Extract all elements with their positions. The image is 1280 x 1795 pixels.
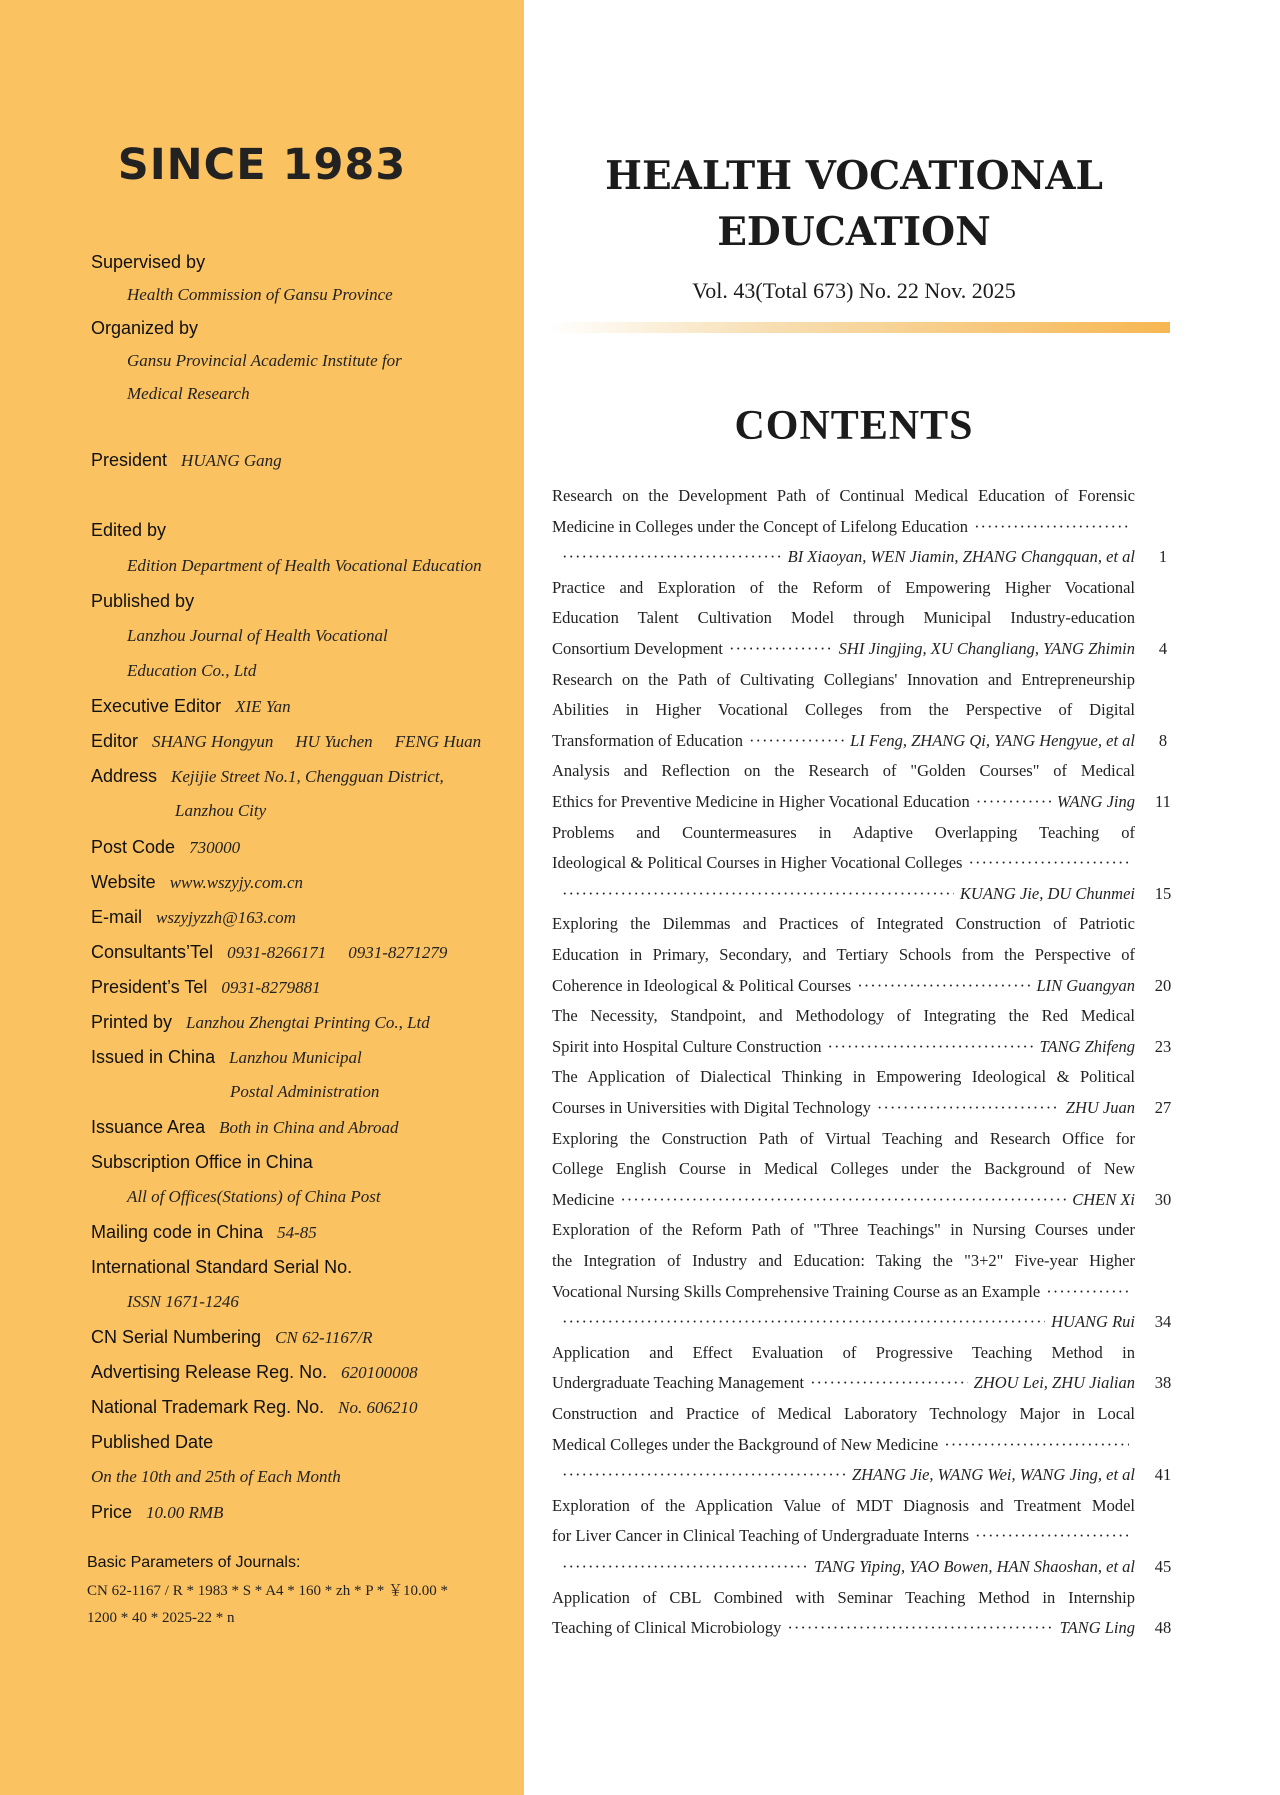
toc-author: TANG Yiping, YAO Bowen, HAN Shaoshan, et al: [814, 1557, 1135, 1576]
toc-leader-dots: [749, 726, 844, 756]
toc-leader-dots: [562, 1307, 1045, 1337]
organized-by-value-1: Gansu Provincial Academic Institute for: [127, 351, 402, 370]
toc-title-text: Courses in Universities with Digital Technology: [552, 1098, 871, 1117]
toc-title-line: Research on the Development Path of Continual Medical Education of Forensic: [552, 486, 1135, 505]
toc-title-text: for Liver Cancer in Clinical Teaching of Undergraduate Interns: [552, 1526, 969, 1546]
issued-in-china-value-row-2: [230, 1078, 379, 1107]
mailing-code-label: Mailing code in China: [91, 1222, 264, 1242]
address-label: Address: [91, 766, 158, 786]
toc-title-line: Education in Primary, Secondary, and Tertiary Schools from the Perspective of: [552, 945, 1135, 964]
edited-by-value: Edition Department of Health Vocational Education: [127, 556, 482, 575]
toc-title-line: [552, 1521, 1135, 1551]
issued-in-china-value-1: Lanzhou Municipal: [229, 1048, 362, 1067]
toc-title-line: Exploring the Dilemmas and Practices of Integrated Construction of Patriotic: [552, 914, 1135, 934]
editor-name: HU Yuchen: [295, 732, 373, 751]
printed-by-value: Lanzhou Zhengtai Printing Co., Ltd: [186, 1013, 430, 1032]
toc-title-line: The Application of Dialectical Thinking in Empowering Ideological & Political: [552, 1067, 1135, 1087]
toc-page-number: 8: [1158, 730, 1168, 750]
editor-name: SHANG Hongyun: [152, 732, 274, 751]
published-date-row: [91, 1428, 213, 1458]
toc-author-line: [552, 1460, 1135, 1490]
toc-leader-dots: [810, 1368, 968, 1398]
toc-title-line: Abilities in Higher Vocational Colleges from the Perspective of Digital: [552, 700, 1135, 720]
toc-title-line: Application and Effect Evaluation of Progressive Teaching Method in: [552, 1342, 1135, 1362]
published-by-label: Published by: [91, 591, 195, 611]
toc-author-line: [552, 542, 1135, 572]
toc-title-line: Exploration of the Reform Path of "Three Teachings" in Nursing Courses under: [552, 1220, 1135, 1240]
consultants-tel-value: 0931-8266171: [227, 943, 327, 962]
journal-title-line-1: HEALTH VOCATIONAL: [605, 153, 1103, 199]
toc-leader-dots: [968, 848, 1129, 878]
published-date-label: Published Date: [91, 1432, 214, 1452]
toc-author: ZHU Juan: [1065, 1098, 1135, 1117]
price-label: Price: [91, 1502, 133, 1522]
toc-title-text: Transformation of Education: [552, 730, 743, 750]
issn-value: ISSN 1671-1246: [127, 1292, 239, 1311]
website-value: www.wszyjy.com.cn: [169, 873, 304, 892]
toc-title-line: [552, 1368, 1135, 1398]
address-value-1: Kejijie Street No.1, Chengguan District,: [171, 767, 444, 786]
editor-label: Editor: [91, 731, 139, 751]
post-code-label: Post Code: [91, 837, 176, 857]
trademark-reg-value: No. 606210: [338, 1398, 418, 1417]
president-value: HUANG Gang: [181, 451, 282, 470]
toc-page-number: 45: [1154, 1557, 1172, 1576]
toc-author: TANG Zhifeng: [1039, 1036, 1135, 1056]
advertising-reg-label: Advertising Release Reg. No.: [91, 1362, 328, 1382]
toc-title-line: Research on the Path of Cultivating Collegians' Innovation and Entrepreneurship: [552, 669, 1135, 689]
organized-by-row: [91, 314, 198, 344]
edited-by-row: [91, 516, 166, 546]
toc-author: HUANG Rui: [1051, 1312, 1135, 1332]
trademark-reg-row: [91, 1393, 417, 1423]
toc-leader-dots: [562, 879, 954, 909]
toc-page-number: 27: [1154, 1098, 1172, 1117]
mailing-code-value: 54-85: [277, 1223, 317, 1242]
basic-parameters-row: [87, 1550, 300, 1576]
post-code-value: 730000: [189, 838, 241, 857]
toc-title-line: Education Talent Cultivation Model through Municipal Industry-education: [552, 608, 1135, 628]
organized-by-value-2: Medical Research: [127, 384, 250, 403]
toc-leader-dots: [974, 512, 1129, 542]
supervised-by-label: Supervised by: [91, 252, 206, 272]
edited-by-label: Edited by: [91, 520, 167, 540]
toc-author: SHI Jingjing, XU Changliang, YANG Zhimin: [838, 639, 1135, 658]
toc-leader-dots: [857, 971, 1030, 1001]
printed-by-row: [91, 1008, 430, 1038]
toc-leader-dots: [975, 1521, 1129, 1551]
toc-title-line: [552, 848, 1135, 878]
toc-author-line: [552, 1552, 1135, 1582]
published-date-value: On the 10th and 25th of Each Month: [91, 1467, 341, 1486]
contents-heading: CONTENTS: [734, 403, 974, 449]
toc-page-number: 23: [1154, 1036, 1172, 1056]
toc-leader-dots: [562, 1460, 846, 1490]
cn-serial-row: [91, 1323, 373, 1353]
toc-title-line: Construction and Practice of Medical Laboratory Technology Major in Local: [552, 1404, 1135, 1423]
toc-author-line: [552, 879, 1135, 909]
issued-in-china-label: Issued in China: [91, 1047, 216, 1067]
toc-leader-dots: [944, 1430, 1129, 1460]
journal-title: [524, 148, 1184, 260]
consultants-tel-value: 0931-8271279: [348, 943, 448, 962]
toc-title-text: Undergraduate Teaching Management: [552, 1373, 805, 1393]
published-by-value-1: Lanzhou Journal of Health Vocational: [127, 626, 388, 645]
toc-title-line: Practice and Exploration of the Reform of Empowering Higher Vocational: [552, 577, 1135, 597]
organized-by-value-row-1: [127, 347, 402, 376]
price-row: [91, 1498, 223, 1528]
toc-leader-dots: [562, 542, 782, 572]
basic-parameters-label: Basic Parameters of Journals:: [87, 1554, 301, 1571]
toc-title-line: [552, 634, 1135, 664]
consultants-tel-row: [91, 938, 447, 968]
toc-leader-dots: [828, 1032, 1034, 1062]
toc-title-line: the Integration of Industry and Education: Taking the "3+2" Five-year Higher: [552, 1251, 1135, 1270]
toc-title-line: [552, 1613, 1135, 1643]
subscription-office-row: [91, 1148, 313, 1178]
basic-parameters-text-2: 1200 * 40 * 2025-22 * n: [87, 1610, 235, 1626]
toc-author: ZHOU Lei, ZHU Jialian: [973, 1373, 1135, 1393]
basic-parameters-row-2: [87, 1605, 235, 1631]
toc-author: CHEN Xi: [1072, 1189, 1135, 1209]
published-by-value-2: Education Co., Ltd: [127, 661, 257, 680]
published-date-value-row: [91, 1463, 341, 1492]
toc-page-number: 1: [1158, 547, 1168, 567]
issuance-area-label: Issuance Area: [91, 1117, 206, 1137]
toc-title-line: Analysis and Reflection on the Research of "Golden Courses" of Medical: [552, 761, 1135, 781]
executive-editor-label: Executive Editor: [91, 696, 222, 716]
cn-serial-value: CN 62-1167/R: [275, 1328, 373, 1347]
toc-title-line: [552, 1093, 1135, 1123]
address-value-row-2: [175, 797, 266, 826]
email-value: wszyjyzzh@163.com: [156, 908, 296, 927]
toc-title-text: Coherence in Ideological & Political Courses: [552, 975, 852, 995]
mailing-code-row: [91, 1218, 317, 1248]
toc-page-number: 34: [1154, 1312, 1172, 1332]
advertising-reg-row: [91, 1358, 418, 1388]
post-code-row: [91, 833, 240, 863]
issuance-area-row: [91, 1113, 399, 1143]
toc-title-line: [552, 512, 1135, 542]
toc-title-text: Medical Colleges under the Background of New Medicine: [552, 1434, 939, 1454]
organized-by-value-row-2: [127, 380, 250, 409]
website-row: [91, 868, 303, 898]
issued-in-china-value-2: Postal Administration: [230, 1082, 380, 1101]
published-by-row: [91, 587, 194, 617]
published-by-value-row-2: [127, 657, 256, 686]
issued-in-china-row: [91, 1043, 362, 1073]
president-tel-value: 0931-8279881: [221, 978, 321, 997]
issn-row: [91, 1253, 352, 1283]
toc-leader-dots: [976, 787, 1051, 817]
toc-leader-dots: [787, 1613, 1053, 1643]
toc-leader-dots: [620, 1185, 1066, 1215]
organized-by-label: Organized by: [91, 318, 199, 338]
toc-page-number: 4: [1158, 639, 1168, 658]
toc-title-line: Exploration of the Application Value of MDT Diagnosis and Treatment Model: [552, 1495, 1135, 1515]
volume-info: Vol. 43(Total 673) No. 22 Nov. 2025: [692, 278, 1016, 303]
toc-title-line: [552, 1032, 1135, 1062]
masthead-sidebar: [0, 0, 524, 1795]
toc-title-line: [552, 726, 1135, 756]
toc-title-line: [552, 1277, 1135, 1307]
printed-by-label: Printed by: [91, 1012, 173, 1032]
supervised-by-value-row: [127, 281, 393, 310]
president-tel-label: President’s Tel: [91, 977, 208, 997]
toc-title-text: Ideological & Political Courses in Higher Vocational Colleges: [552, 853, 963, 873]
president-label: President: [91, 450, 168, 470]
issn-value-row: [127, 1288, 239, 1317]
toc-author: LIN Guangyan: [1036, 975, 1135, 995]
toc-title-line: [552, 971, 1135, 1001]
toc-title-text: Consortium Development: [552, 639, 723, 658]
toc-leader-dots: [877, 1093, 1060, 1123]
toc-title-text: Teaching of Clinical Microbiology: [552, 1618, 782, 1638]
toc-title-text: Medicine: [552, 1189, 615, 1209]
supervised-by-row: [91, 248, 205, 278]
toc-page-number: 20: [1154, 975, 1172, 995]
issuance-area-value: Both in China and Abroad: [219, 1118, 399, 1137]
price-value: 10.00 RMB: [146, 1503, 224, 1522]
basic-parameters-text-1: CN 62-1167 / R * 1983 * S * A4 * 160 * zh * P * ￥10.00 *: [87, 1583, 448, 1599]
trademark-reg-label: National Trademark Reg. No.: [91, 1397, 325, 1417]
toc-page-number: 11: [1155, 792, 1171, 811]
address-value-2: Lanzhou City: [175, 801, 267, 820]
toc-title-line: [552, 787, 1135, 817]
editor-row: [91, 727, 481, 757]
journal-title-line-2: EDUCATION: [717, 209, 991, 255]
toc-leader-dots: [1046, 1277, 1129, 1307]
toc-author-line: [552, 1307, 1135, 1337]
toc-title-line: The Necessity, Standpoint, and Methodology of Integrating the Red Medical: [552, 1006, 1135, 1026]
toc-title-text: Vocational Nursing Skills Comprehensive Training Course as an Example: [552, 1281, 1041, 1301]
toc-title-line: [552, 1185, 1135, 1215]
toc-author: KUANG Jie, DU Chunmei: [959, 883, 1135, 903]
toc-leader-dots: [729, 634, 833, 664]
email-row: [91, 903, 296, 933]
address-row: [91, 762, 444, 792]
subscription-office-value: All of Offices(Stations) of China Post: [127, 1187, 381, 1206]
executive-editor-row: [91, 692, 291, 722]
basic-parameters-row-1: [87, 1578, 448, 1604]
supervised-by-value: Health Commission of Gansu Province: [127, 285, 393, 304]
editor-name: FENG Huan: [394, 732, 482, 751]
email-label: E-mail: [91, 907, 143, 927]
toc-title-line: Application of CBL Combined with Seminar Teaching Method in Internship: [552, 1587, 1135, 1607]
since-heading: SINCE 1983: [117, 140, 407, 190]
president-tel-row: [91, 973, 321, 1003]
published-by-value-row-1: [127, 622, 388, 651]
toc-title-line: Problems and Countermeasures in Adaptive Overlapping Teaching of: [552, 822, 1135, 842]
cn-serial-label: CN Serial Numbering: [91, 1327, 262, 1347]
toc-page-number: 38: [1154, 1373, 1172, 1393]
consultants-tel-label: Consultants’Tel: [91, 942, 214, 962]
toc-title-text: Medicine in Colleges under the Concept of Lifelong Education: [552, 516, 969, 536]
toc-title-text: Ethics for Preventive Medicine in Higher Vocational Education: [552, 792, 970, 811]
website-label: Website: [91, 872, 156, 892]
toc-author: LI Feng, ZHANG Qi, YANG Hengyue, et al: [850, 730, 1135, 750]
toc-page-number: 15: [1154, 883, 1172, 903]
gradient-divider: [548, 322, 1170, 333]
toc-author: TANG Ling: [1059, 1618, 1135, 1638]
toc-page-number: 30: [1154, 1189, 1172, 1209]
issn-label: International Standard Serial No.: [91, 1257, 353, 1277]
toc-title-line: College English Course in Medical Colleges under the Background of New: [552, 1159, 1135, 1179]
subscription-office-value-row: [127, 1183, 381, 1212]
toc-title-line: Exploring the Construction Path of Virtual Teaching and Research Office for: [552, 1128, 1135, 1148]
toc-author: WANG Jing: [1056, 792, 1135, 811]
toc-author: ZHANG Jie, WANG Wei, WANG Jing, et al: [851, 1465, 1135, 1485]
toc-page-number: 48: [1154, 1618, 1172, 1638]
toc-leader-dots: [562, 1552, 808, 1582]
advertising-reg-value: 620100008: [341, 1363, 418, 1382]
executive-editor-value: XIE Yan: [235, 697, 291, 716]
toc-title-line: [552, 1430, 1135, 1460]
toc-author: BI Xiaoyan, WEN Jiamin, ZHANG Changquan, et al: [787, 547, 1135, 567]
toc-page-number: 41: [1154, 1465, 1172, 1485]
edited-by-value-row: [127, 552, 482, 581]
president-row: [91, 446, 282, 476]
subscription-office-label: Subscription Office in China: [91, 1152, 313, 1172]
toc-title-text: Spirit into Hospital Culture Construction: [552, 1036, 822, 1056]
